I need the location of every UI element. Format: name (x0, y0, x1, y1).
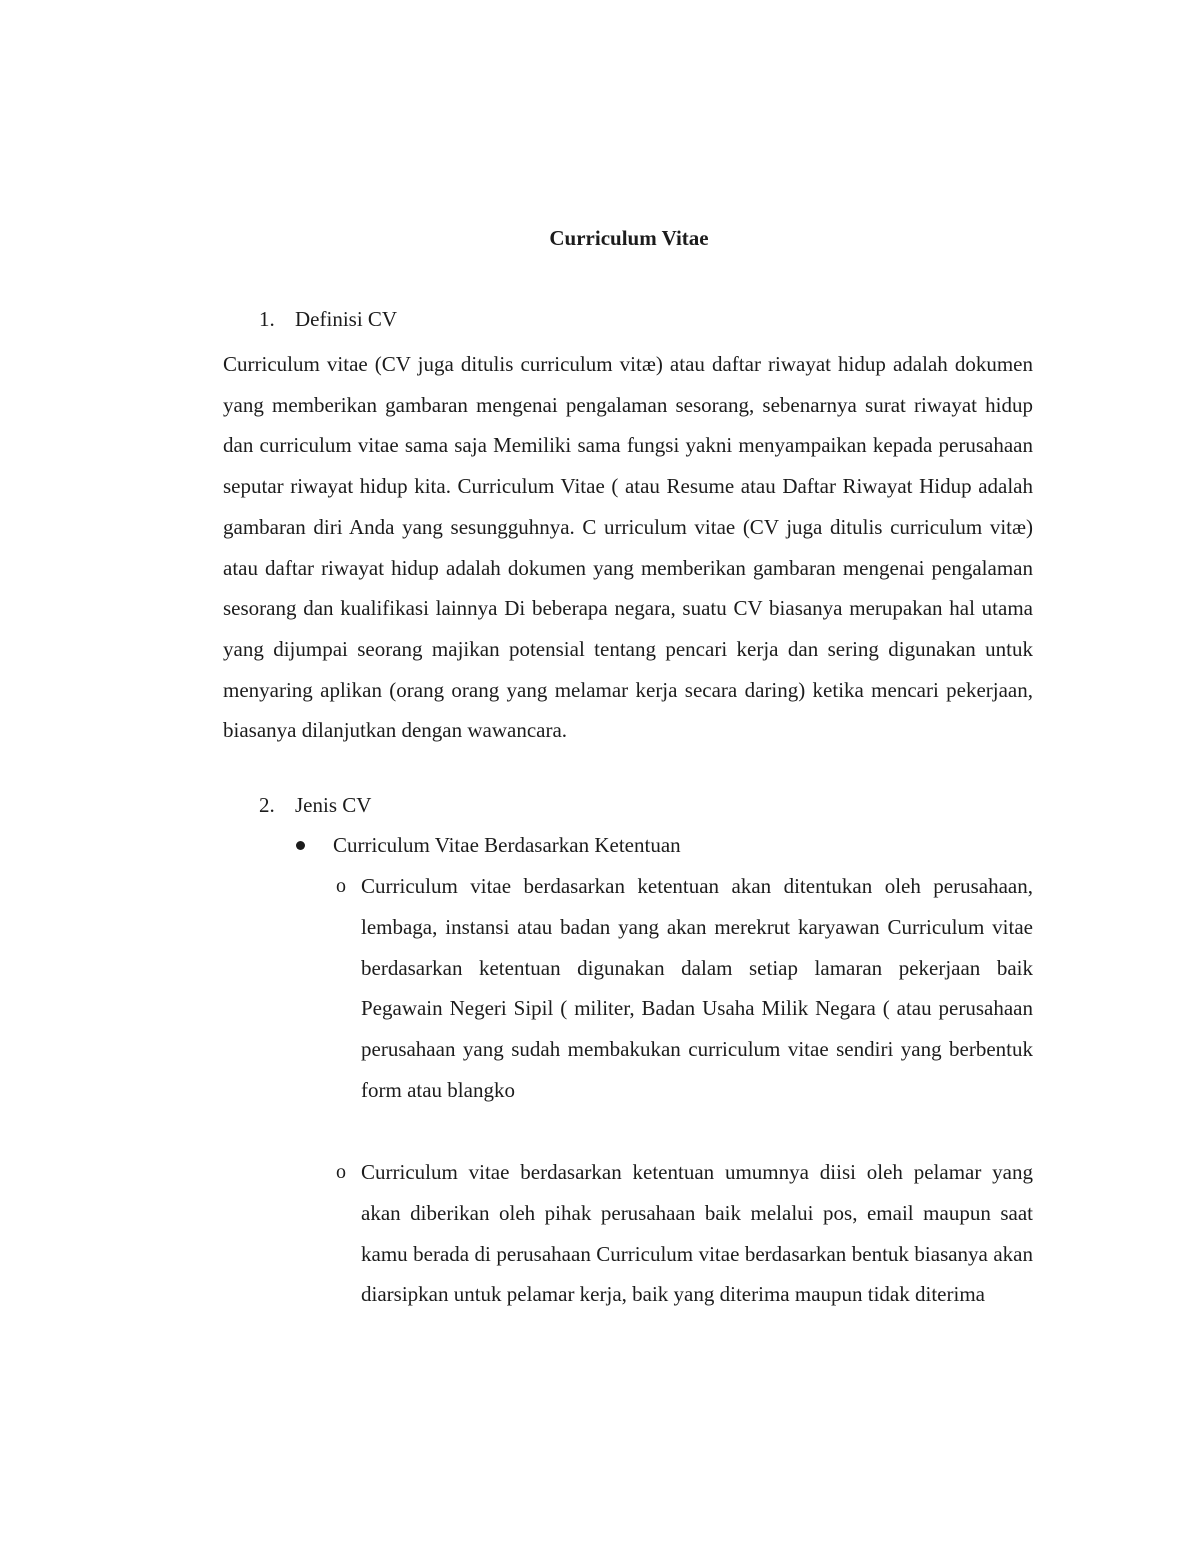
document-title: Curriculum Vitae (549, 226, 709, 250)
sub-item-text: Curriculum vitae berdasarkan ketentuan umumnya diisi oleh pelamar yang akan diberikan oleh pihak perusahaan baik melalui pos, email maupun saat kamu berada di perusahaan Curriculum vitae berdasarkan bentuk biasanya akan diarsipkan untuk pelamar kerja, baik yang diterima maupun tidak diterima (361, 1160, 1033, 1307)
sub-item-text: Curriculum vitae berdasarkan ketentuan akan ditentukan oleh perusahaan, lembaga, instansi atau badan yang akan merekrut karyawan Curriculum vitae berdasarkan ketentuan digunakan dalam setiap lamaran pekerjaan baik Pegawain Negeri Sipil ( militer, Badan Usaha Milik Negara ( atau perusahaan perusahaan yang sudah membakukan curriculum vitae sendiri yang berbentuk form atau blangko (361, 874, 1033, 1102)
section-heading-text: Jenis CV (295, 793, 372, 817)
section-heading-text: Definisi CV (295, 307, 398, 331)
section-number: 2. (259, 793, 275, 817)
bullet-dot-icon (296, 841, 305, 850)
circle-marker-icon: o (336, 1161, 346, 1183)
bullet-text: Curriculum Vitae Berdasarkan Ketentuan (333, 833, 681, 857)
definition-paragraph: Curriculum vitae (CV juga ditulis curriculum vitæ) atau daftar riwayat hidup adalah dokumen yang memberikan gambaran mengenai pengalaman sesorang, sebenarnya surat riwayat hidup dan curriculum vitae sama saja Memiliki sama fungsi yakni menyampaikan kepada perusahaan seputar riwayat hidup kita. Curriculum Vitae ( atau Resume atau Daftar Riwayat Hidup adalah gambaran diri Anda yang sesungguhnya. C urriculum vitae (CV juga ditulis curriculum vitæ) atau daftar riwayat hidup adalah dokumen yang memberikan gambaran mengenai pengalaman sesorang dan kualifikasi lainnya Di beberapa negara, suatu CV biasanya merupakan hal utama yang dijumpai seorang majikan potensial tentang pencari kerja dan sering digunakan untuk menyaring aplikan (orang orang yang melamar kerja secara daring) ketika mencari pekerjaan, biasanya dilanjutkan dengan wawancara. (223, 352, 1033, 743)
circle-marker-icon: o (336, 875, 346, 897)
section-number: 1. (259, 307, 275, 331)
